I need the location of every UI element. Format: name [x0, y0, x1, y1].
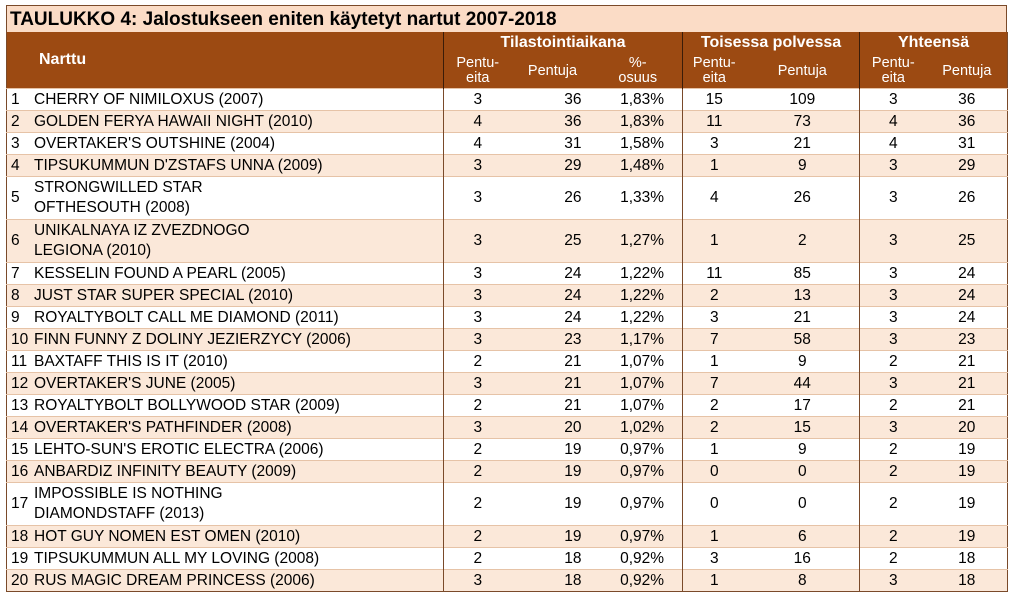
row-name-cell: [7, 570, 444, 592]
table-row: [7, 329, 1008, 351]
row-name-cell: [7, 548, 444, 570]
cell-second-pups: 21: [746, 307, 860, 329]
cell-total-litters: 2: [860, 395, 927, 417]
cell-total-litters: 2: [860, 526, 927, 548]
table-row: [7, 220, 1008, 263]
row-dog-name: HOT GUY NOMEN EST OMEN (2010): [34, 527, 301, 545]
cell-stat-share: 0,97%: [594, 483, 683, 526]
cell-stat-litters: 2: [444, 395, 512, 417]
cell-total-litters: 2: [860, 461, 927, 483]
row-name-cell: [7, 439, 444, 461]
row-name-cell: [7, 177, 444, 220]
table-row: [7, 526, 1008, 548]
cell-second-litters: 11: [683, 111, 746, 133]
breeding-table: [6, 32, 1008, 592]
row-name-cell: [7, 285, 444, 307]
cell-second-litters: 2: [683, 395, 746, 417]
row-number: 6: [11, 232, 20, 249]
cell-stat-litters: 3: [444, 329, 512, 351]
cell-stat-litters: 3: [444, 373, 512, 395]
row-number: 9: [11, 308, 20, 326]
row-dog-name: LEHTO-SUN'S EROTIC ELECTRA (2006): [34, 440, 324, 458]
cell-total-litters: 2: [860, 483, 927, 526]
row-dog-name: GOLDEN FERYA HAWAII NIGHT (2010): [34, 112, 313, 130]
cell-stat-pups: 19: [512, 439, 594, 461]
row-name-cell: [7, 417, 444, 439]
table-title: TAULUKKO 4: Jalostukseen eniten käytetyt nartut 2007-2018: [6, 5, 1007, 32]
cell-stat-pups: 24: [512, 307, 594, 329]
cell-stat-share: 1,02%: [594, 417, 683, 439]
cell-second-pups: 9: [746, 351, 860, 373]
cell-second-litters: 3: [683, 133, 746, 155]
row-name-cell: [7, 307, 444, 329]
cell-stat-litters: 2: [444, 526, 512, 548]
cell-stat-pups: 26: [512, 177, 594, 220]
table-row: [7, 177, 1008, 220]
cell-second-pups: 2: [746, 220, 860, 263]
row-number: 4: [11, 156, 20, 174]
table-row: [7, 263, 1008, 285]
header-total-pups: Pentuja: [927, 54, 1008, 89]
row-dog-name: IMPOSSIBLE IS NOTHING DIAMONDSTAFF (2013): [34, 485, 223, 522]
cell-second-litters: 0: [683, 461, 746, 483]
cell-second-pups: 73: [746, 111, 860, 133]
table-row: [7, 373, 1008, 395]
cell-stat-share: 0,92%: [594, 548, 683, 570]
table-frame: [6, 5, 1007, 592]
header-stat-pups: Pentuja: [512, 54, 594, 89]
row-number: 3: [11, 134, 20, 152]
cell-stat-pups: 29: [512, 155, 594, 177]
cell-total-pups: 36: [927, 89, 1008, 111]
cell-total-litters: 3: [860, 220, 927, 263]
row-dog-name: FINN FUNNY Z DOLINY JEZIERZYCY (2006): [34, 330, 351, 348]
cell-stat-litters: 3: [444, 570, 512, 592]
table-row: [7, 89, 1008, 111]
cell-second-pups: 109: [746, 89, 860, 111]
cell-stat-litters: 3: [444, 307, 512, 329]
cell-stat-share: 1,83%: [594, 111, 683, 133]
row-name-cell: [7, 395, 444, 417]
header-stat-litters: Pentu- eita: [444, 54, 512, 89]
cell-second-pups: 58: [746, 329, 860, 351]
cell-second-pups: 6: [746, 526, 860, 548]
row-dog-name: ROYALTYBOLT BOLLYWOOD STAR (2009): [34, 396, 340, 414]
row-dog-name: RUS MAGIC DREAM PRINCESS (2006): [34, 571, 315, 589]
cell-stat-pups: 24: [512, 263, 594, 285]
cell-stat-pups: 36: [512, 111, 594, 133]
cell-second-litters: 4: [683, 177, 746, 220]
row-number: 1: [11, 90, 20, 108]
row-number: 2: [11, 112, 20, 130]
cell-second-pups: 85: [746, 263, 860, 285]
table-row: [7, 133, 1008, 155]
cell-second-litters: 3: [683, 307, 746, 329]
header-second-pups: Pentuja: [746, 54, 860, 89]
cell-second-pups: 15: [746, 417, 860, 439]
table-row: [7, 483, 1008, 526]
cell-second-litters: 0: [683, 483, 746, 526]
table-row: [7, 570, 1008, 592]
cell-total-litters: 3: [860, 570, 927, 592]
cell-stat-litters: 3: [444, 417, 512, 439]
cell-second-litters: 3: [683, 548, 746, 570]
cell-stat-pups: 18: [512, 570, 594, 592]
cell-total-pups: 20: [927, 417, 1008, 439]
header-second-litters: Pentu- eita: [683, 54, 746, 89]
cell-stat-share: 1,07%: [594, 395, 683, 417]
cell-stat-share: 0,97%: [594, 461, 683, 483]
row-name-cell: [7, 133, 444, 155]
cell-second-litters: 7: [683, 329, 746, 351]
row-number: 16: [11, 462, 29, 480]
cell-total-pups: 18: [927, 570, 1008, 592]
cell-total-pups: 21: [927, 395, 1008, 417]
table-row: [7, 417, 1008, 439]
cell-stat-pups: 19: [512, 483, 594, 526]
cell-stat-litters: 4: [444, 111, 512, 133]
cell-second-litters: 2: [683, 285, 746, 307]
row-name-cell: [7, 155, 444, 177]
cell-second-pups: 9: [746, 439, 860, 461]
row-dog-name: ANBARDIZ INFINITY BEAUTY (2009): [34, 462, 297, 480]
row-number: 20: [11, 571, 29, 589]
table-row: [7, 351, 1008, 373]
cell-total-pups: 19: [927, 439, 1008, 461]
table-row: [7, 439, 1008, 461]
row-name-cell: [7, 373, 444, 395]
cell-total-pups: 19: [927, 461, 1008, 483]
header-group-second: Toisessa polvessa: [683, 32, 860, 54]
cell-total-litters: 3: [860, 417, 927, 439]
table-row: [7, 461, 1008, 483]
cell-total-litters: 3: [860, 89, 927, 111]
row-number: 7: [11, 264, 20, 282]
table-row: [7, 155, 1008, 177]
table-row: [7, 285, 1008, 307]
row-dog-name: OVERTAKER'S OUTSHINE (2004): [34, 134, 275, 152]
row-number: 10: [11, 330, 29, 348]
cell-stat-pups: 21: [512, 395, 594, 417]
cell-total-litters: 2: [860, 548, 927, 570]
table-row: [7, 395, 1008, 417]
cell-second-pups: 16: [746, 548, 860, 570]
cell-stat-litters: 2: [444, 548, 512, 570]
cell-second-pups: 9: [746, 155, 860, 177]
cell-stat-share: 1,83%: [594, 89, 683, 111]
cell-total-litters: 3: [860, 263, 927, 285]
cell-stat-share: 1,22%: [594, 263, 683, 285]
cell-second-pups: 13: [746, 285, 860, 307]
row-name-cell: [7, 111, 444, 133]
row-name-cell: [7, 263, 444, 285]
cell-second-litters: 7: [683, 373, 746, 395]
row-number: 8: [11, 286, 20, 304]
cell-second-pups: 8: [746, 570, 860, 592]
cell-total-litters: 4: [860, 111, 927, 133]
cell-stat-share: 1,22%: [594, 307, 683, 329]
cell-stat-pups: 23: [512, 329, 594, 351]
cell-stat-pups: 24: [512, 285, 594, 307]
cell-stat-litters: 3: [444, 220, 512, 263]
row-number: 11: [11, 352, 28, 370]
cell-stat-pups: 19: [512, 461, 594, 483]
table-body: [7, 89, 1008, 592]
row-dog-name: ROYALTYBOLT CALL ME DIAMOND (2011): [34, 308, 339, 326]
row-number: 19: [11, 549, 29, 567]
cell-stat-litters: 4: [444, 133, 512, 155]
row-dog-name: TIPSUKUMMUN D'ZSTAFS UNNA (2009): [34, 156, 323, 174]
cell-second-pups: 0: [746, 461, 860, 483]
row-name-cell: [7, 351, 444, 373]
table-row: [7, 111, 1008, 133]
header-stat-share: %- osuus: [594, 54, 683, 89]
cell-stat-share: 0,97%: [594, 526, 683, 548]
cell-stat-pups: 31: [512, 133, 594, 155]
cell-stat-litters: 3: [444, 285, 512, 307]
cell-total-pups: 19: [927, 526, 1008, 548]
cell-stat-share: 1,27%: [594, 220, 683, 263]
row-name-cell: [7, 89, 444, 111]
row-number: 13: [11, 396, 29, 414]
cell-total-pups: 24: [927, 263, 1008, 285]
cell-second-pups: 44: [746, 373, 860, 395]
row-name-cell: [7, 329, 444, 351]
cell-total-litters: 3: [860, 177, 927, 220]
row-dog-name: JUST STAR SUPER SPECIAL (2010): [34, 286, 293, 304]
row-dog-name: CHERRY OF NIMILOXUS (2007): [34, 90, 264, 108]
cell-total-pups: 19: [927, 483, 1008, 526]
header-narttu: Narttu: [7, 32, 444, 89]
cell-stat-litters: 3: [444, 177, 512, 220]
cell-stat-litters: 3: [444, 89, 512, 111]
cell-second-pups: 0: [746, 483, 860, 526]
row-number: 15: [11, 440, 29, 458]
row-dog-name: TIPSUKUMMUN ALL MY LOVING (2008): [34, 549, 320, 567]
cell-second-litters: 1: [683, 351, 746, 373]
header-group-total: Yhteensä: [860, 32, 1008, 54]
cell-second-pups: 26: [746, 177, 860, 220]
cell-stat-pups: 20: [512, 417, 594, 439]
cell-stat-pups: 21: [512, 351, 594, 373]
row-dog-name: BAXTAFF THIS IS IT (2010): [34, 352, 228, 370]
cell-second-litters: 1: [683, 439, 746, 461]
cell-total-litters: 3: [860, 373, 927, 395]
cell-second-litters: 1: [683, 526, 746, 548]
table-row: [7, 548, 1008, 570]
row-dog-name: OVERTAKER'S JUNE (2005): [34, 374, 236, 392]
cell-stat-litters: 3: [444, 155, 512, 177]
cell-total-pups: 21: [927, 373, 1008, 395]
cell-stat-share: 1,33%: [594, 177, 683, 220]
cell-total-litters: 3: [860, 307, 927, 329]
cell-total-litters: 3: [860, 285, 927, 307]
cell-second-litters: 1: [683, 570, 746, 592]
cell-total-pups: 18: [927, 548, 1008, 570]
cell-total-pups: 29: [927, 155, 1008, 177]
row-number: 12: [11, 374, 29, 392]
row-number: 14: [11, 418, 29, 436]
cell-stat-share: 1,07%: [594, 373, 683, 395]
cell-second-litters: 11: [683, 263, 746, 285]
cell-stat-pups: 21: [512, 373, 594, 395]
cell-total-litters: 3: [860, 329, 927, 351]
cell-stat-litters: 2: [444, 439, 512, 461]
cell-second-litters: 1: [683, 155, 746, 177]
cell-second-pups: 17: [746, 395, 860, 417]
table-row: [7, 307, 1008, 329]
cell-total-pups: 21: [927, 351, 1008, 373]
cell-total-litters: 2: [860, 439, 927, 461]
cell-total-pups: 24: [927, 307, 1008, 329]
cell-stat-share: 1,48%: [594, 155, 683, 177]
cell-stat-share: 1,22%: [594, 285, 683, 307]
header-group-stat: Tilastointiaikana: [444, 32, 683, 54]
cell-total-pups: 31: [927, 133, 1008, 155]
row-name-cell: [7, 461, 444, 483]
cell-stat-pups: 18: [512, 548, 594, 570]
cell-stat-pups: 36: [512, 89, 594, 111]
row-number: 18: [11, 527, 29, 545]
cell-total-litters: 2: [860, 351, 927, 373]
cell-second-litters: 2: [683, 417, 746, 439]
cell-stat-litters: 2: [444, 483, 512, 526]
cell-stat-pups: 19: [512, 526, 594, 548]
cell-total-pups: 26: [927, 177, 1008, 220]
cell-stat-share: 1,58%: [594, 133, 683, 155]
cell-total-pups: 24: [927, 285, 1008, 307]
cell-second-litters: 15: [683, 89, 746, 111]
cell-stat-litters: 2: [444, 461, 512, 483]
cell-total-litters: 4: [860, 133, 927, 155]
cell-stat-share: 1,07%: [594, 351, 683, 373]
cell-stat-pups: 25: [512, 220, 594, 263]
cell-total-litters: 3: [860, 155, 927, 177]
row-name-cell: [7, 483, 444, 526]
row-number: 17: [11, 495, 29, 512]
cell-stat-share: 1,17%: [594, 329, 683, 351]
cell-total-pups: 25: [927, 220, 1008, 263]
header-total-litters: Pentu- eita: [860, 54, 927, 89]
row-name-cell: [7, 526, 444, 548]
cell-stat-share: 0,97%: [594, 439, 683, 461]
cell-stat-litters: 3: [444, 263, 512, 285]
cell-stat-share: 0,92%: [594, 570, 683, 592]
row-dog-name: UNIKALNAYA IZ ZVEZDNOGO LEGIONA (2010): [34, 222, 250, 259]
row-name-cell: [7, 220, 444, 263]
row-dog-name: STRONGWILLED STAR OFTHESOUTH (2008): [34, 179, 203, 216]
cell-total-pups: 36: [927, 111, 1008, 133]
cell-stat-litters: 2: [444, 351, 512, 373]
cell-second-litters: 1: [683, 220, 746, 263]
row-dog-name: KESSELIN FOUND A PEARL (2005): [34, 264, 286, 282]
row-dog-name: OVERTAKER'S PATHFINDER (2008): [34, 418, 292, 436]
cell-total-pups: 23: [927, 329, 1008, 351]
cell-second-pups: 21: [746, 133, 860, 155]
row-number: 5: [11, 189, 20, 206]
